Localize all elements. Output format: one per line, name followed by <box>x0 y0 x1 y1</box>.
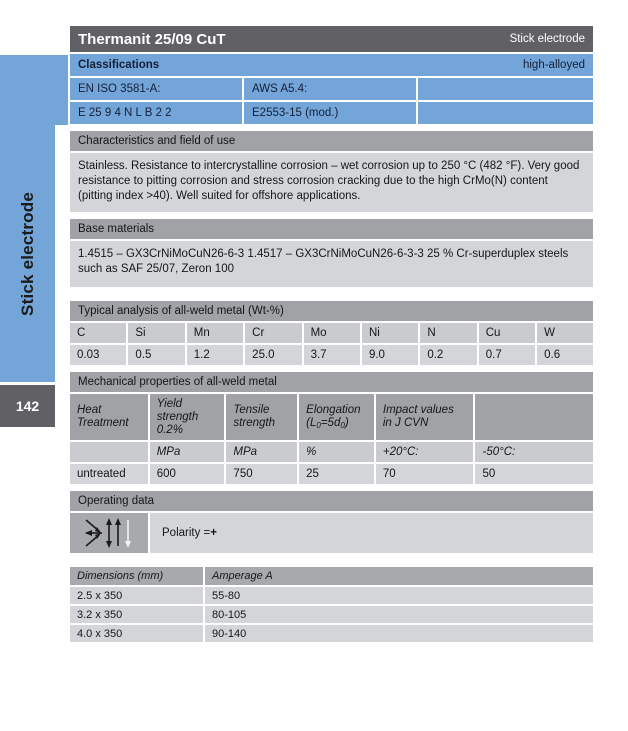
mech-header-tensile-line1: Tensile <box>233 404 270 416</box>
mech-header-elongation <box>299 394 374 440</box>
mech-unit-impact-minus50c: -50°C: <box>475 442 593 462</box>
mech-header-yield-line2: strength <box>156 410 199 423</box>
dimension-value-3: 4.0 x 350 <box>70 625 203 642</box>
elong-mid: =5d <box>320 417 341 429</box>
analysis-element-mn: Mn <box>187 323 243 343</box>
standard-aws: AWS A5.4: <box>244 78 416 100</box>
analysis-value-cr: 25.0 <box>245 345 301 365</box>
analysis-element-mo: Mo <box>304 323 360 343</box>
base-materials-heading: Base materials <box>70 219 593 239</box>
page-number-text: 142 <box>15 398 40 414</box>
mech-header-tensile-line2: strength <box>233 417 275 429</box>
amperage-value-2: 80-105 <box>205 606 593 623</box>
mech-header-heat-treatment <box>70 394 148 440</box>
analysis-heading: Typical analysis of all-weld metal (Wt-%) <box>70 301 593 321</box>
mech-value-yield: 600 <box>150 464 225 484</box>
analysis-value-n: 0.2 <box>420 345 476 365</box>
mech-header-impact-line2: in J CVN <box>382 417 429 429</box>
analysis-element-w: W <box>537 323 593 343</box>
analysis-value-si: 0.5 <box>128 345 184 365</box>
dimensions-header-dimensions: Dimensions (mm) <box>70 567 203 585</box>
designation-aws: E2553-15 (mod.) <box>244 102 416 124</box>
elong-pre: (L <box>306 417 317 429</box>
polarity-value: + <box>210 527 217 539</box>
dimensions-header-row <box>70 567 593 585</box>
characteristics-text: Stainless. Resistance to intercrystalline corrosion – wet corrosion up to 250 °C (482 °F). Very good resistance to pitting corrosion and stress corrosion cracking due to the high CrMo(N) content (pitting index >40). Well suited for offshore applications. <box>70 153 593 212</box>
designation-row <box>70 102 593 124</box>
mech-unit-impact-20c: +20°C: <box>376 442 474 462</box>
mech-unit-tensile: MPa <box>226 442 297 462</box>
analysis-header-row <box>70 323 593 343</box>
mechanical-data-row <box>70 464 593 484</box>
analysis-value-c: 0.03 <box>70 345 126 365</box>
sidebar-tab-upper <box>0 55 68 125</box>
standard-en-iso: EN ISO 3581-A: <box>70 78 242 100</box>
mech-header-elongation-line2 <box>306 417 367 430</box>
mech-header-tensile-strength <box>226 394 297 440</box>
mech-unit-heat <box>70 442 148 462</box>
mechanical-header-row <box>70 394 593 440</box>
dimensions-header-amperage: Amperage A <box>205 567 593 585</box>
operating-data-heading: Operating data <box>70 491 593 511</box>
analysis-element-c: C <box>70 323 126 343</box>
operating-data-row <box>70 513 593 553</box>
table-row <box>70 606 593 623</box>
amperage-value-3: 90-140 <box>205 625 593 642</box>
alloy-type-label: high-alloyed <box>522 59 585 71</box>
product-type-label: Stick electrode <box>509 33 585 45</box>
dc-polarity-arrows-svg <box>83 517 135 549</box>
mech-value-impact-20c: 70 <box>376 464 474 484</box>
elong-sub1: 0 <box>316 421 321 430</box>
mech-header-heat-line1: Heat <box>77 404 102 416</box>
page-number-badge <box>0 385 55 427</box>
analysis-element-cr: Cr <box>245 323 301 343</box>
analysis-element-ni: Ni <box>362 323 418 343</box>
mech-value-tensile: 750 <box>226 464 297 484</box>
analysis-value-mn: 1.2 <box>187 345 243 365</box>
mech-header-impact-line1: Impact values <box>382 404 454 416</box>
classifications-label: Classifications <box>78 59 160 71</box>
mech-value-heat: untreated <box>70 464 148 484</box>
elong-sub2: 0 <box>340 421 345 430</box>
sidebar-tab-label <box>0 125 55 382</box>
base-materials-text: 1.4515 – GX3CrNiMoCuN26-6-3 1.4517 – GX3CrNiMoCuN26-6-3-3 25 % Cr-superduplex steels such as SAF 25/07, Zeron 100 <box>70 241 593 287</box>
polarity-text <box>150 513 593 553</box>
polarity-label: Polarity = <box>162 527 211 539</box>
analysis-value-mo: 3.7 <box>304 345 360 365</box>
mech-header-yield-line1: Yield <box>156 397 183 410</box>
designation-empty <box>418 102 593 124</box>
mechanical-units-row <box>70 442 593 462</box>
analysis-element-n: N <box>420 323 476 343</box>
mech-value-impact-minus50c: 50 <box>475 464 593 484</box>
mechanical-heading: Mechanical properties of all-weld metal <box>70 372 593 392</box>
mech-header-yield-line3: 0.2% <box>156 423 183 436</box>
amperage-value-1: 55-80 <box>205 587 593 604</box>
standards-row <box>70 78 593 100</box>
analysis-element-cu: Cu <box>479 323 535 343</box>
dimension-value-2: 3.2 x 350 <box>70 606 203 623</box>
analysis-value-w: 0.6 <box>537 345 593 365</box>
classifications-header <box>70 54 593 76</box>
mech-unit-yield: MPa <box>150 442 225 462</box>
standard-empty <box>418 78 593 100</box>
analysis-element-si: Si <box>128 323 184 343</box>
sidebar-tab-text: Stick electrode <box>17 191 37 316</box>
mech-header-yield-strength <box>150 394 225 440</box>
mech-header-heat-line2: Treatment <box>77 417 129 429</box>
mech-value-elongation: 25 <box>299 464 374 484</box>
mech-header-impact-values <box>376 394 474 440</box>
dimension-value-1: 2.5 x 350 <box>70 587 203 604</box>
designation-en-iso: E 25 9 4 N L B 2 2 <box>70 102 242 124</box>
datasheet <box>70 26 593 642</box>
table-row <box>70 587 593 604</box>
characteristics-heading: Characteristics and field of use <box>70 131 593 151</box>
page-title: Thermanit 25/09 CuT <box>78 30 226 48</box>
elong-post: ) <box>344 417 349 429</box>
analysis-value-row <box>70 345 593 365</box>
mech-unit-elongation: % <box>299 442 374 462</box>
dc-polarity-arrows-icon <box>70 513 148 553</box>
table-row <box>70 625 593 642</box>
analysis-value-ni: 9.0 <box>362 345 418 365</box>
mech-header-elongation-line1: Elongation <box>306 404 361 416</box>
product-title-bar <box>70 26 593 52</box>
analysis-value-cu: 0.7 <box>479 345 535 365</box>
mech-header-impact-spacer <box>475 394 593 440</box>
